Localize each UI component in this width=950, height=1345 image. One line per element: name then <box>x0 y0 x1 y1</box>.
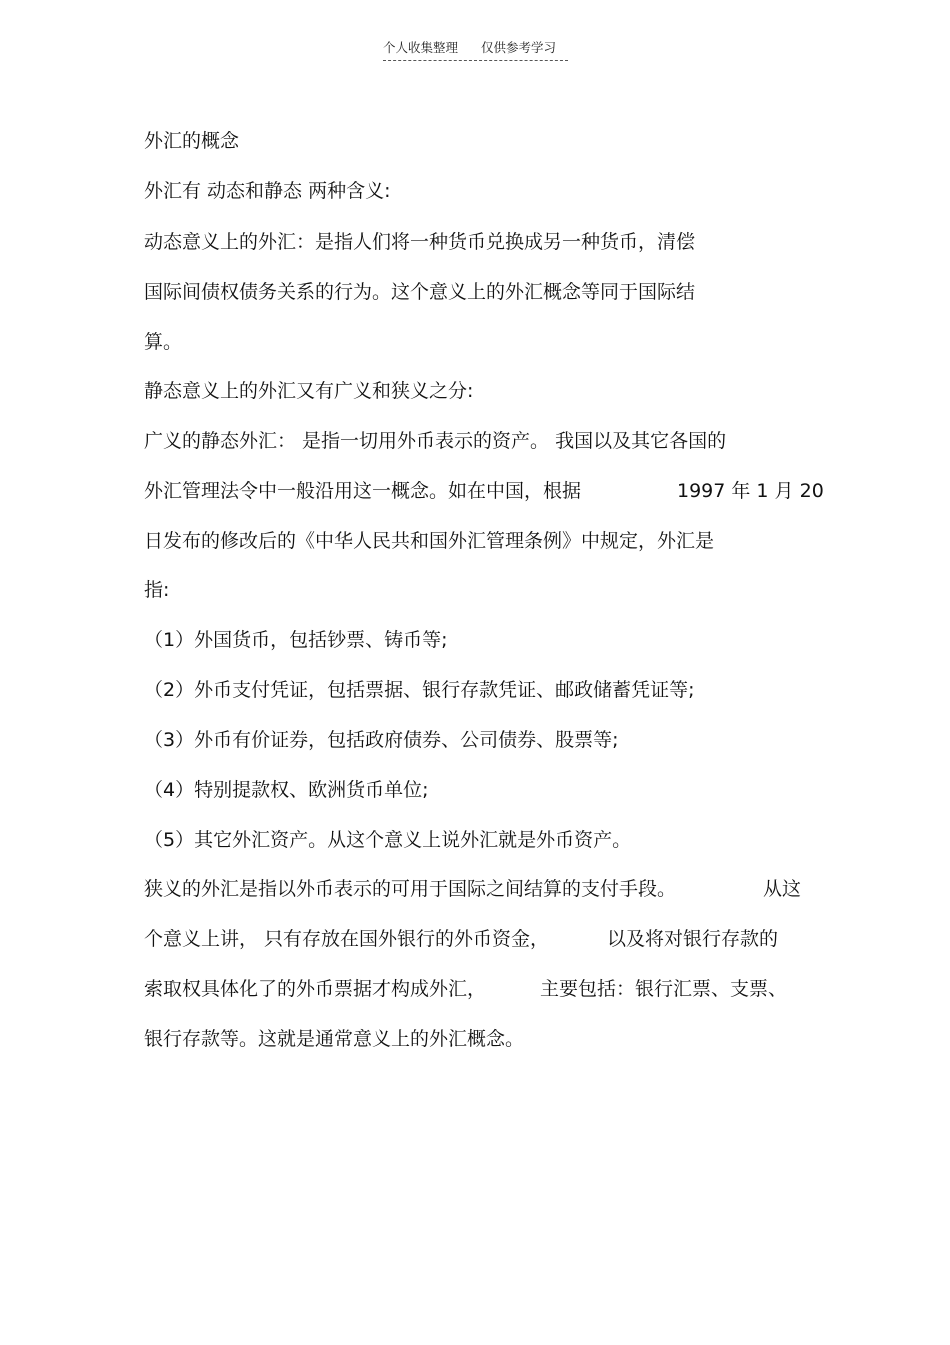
line-text: 外汇管理法令中一般沿用这一概念。如在中国，根据 <box>144 480 582 502</box>
heading-line <box>144 129 239 153</box>
paragraph-line <box>144 877 814 901</box>
paragraph-line <box>144 179 390 203</box>
line-text: 以及将对银行存款的 <box>607 928 779 950</box>
paragraph-line <box>144 280 695 304</box>
paragraph-line <box>144 330 182 354</box>
paragraph-line <box>144 529 714 553</box>
paragraph-line <box>144 578 169 602</box>
paragraph-line <box>144 230 695 254</box>
line-text: 指: <box>144 579 170 601</box>
list-item <box>144 628 448 652</box>
list-item-text: （5）其它外汇资产。从这个意义上说外汇就是外币资产。 <box>144 829 632 851</box>
line-text: 国际间债权债务关系的行为。这个意义上的外汇概念等同于国际结 <box>144 281 696 303</box>
line-text: 狭义的外汇是指以外币表示的可用于国际之间结算的支付手段。 <box>144 878 677 900</box>
paragraph-line <box>144 977 814 1001</box>
line-text: 索取权具体化了的外币票据才构成外汇， <box>144 978 487 1000</box>
line-text: 从这 <box>763 878 802 900</box>
line-text: 算。 <box>144 331 183 353</box>
paragraph-line <box>144 429 726 453</box>
page-header <box>383 40 568 61</box>
header-right-text: 仅供参考学习 <box>481 40 557 55</box>
list-item <box>144 728 619 752</box>
paragraph-line <box>144 379 473 403</box>
paragraph-line <box>144 1027 524 1051</box>
heading-text: 外汇的概念 <box>144 130 240 152</box>
paragraph-line <box>144 479 824 503</box>
list-item-text: （2）外币支付凭证，包括票据、银行存款凭证、邮政储蓄凭证等; <box>144 679 695 701</box>
list-item-text: （4）特别提款权、欧洲货币单位; <box>144 779 429 801</box>
paragraph-line <box>144 927 814 951</box>
line-text: 日发布的修改后的《中华人民共和国外汇管理条例》中规定，外汇是 <box>144 530 715 552</box>
line-text: 银行存款等。这就是通常意义上的外汇概念。 <box>144 1028 525 1050</box>
list-item <box>144 778 429 802</box>
list-item-text: （3）外币有价证券，包括政府债券、公司债券、股票等; <box>144 729 619 751</box>
list-item <box>144 828 631 852</box>
line-text: 主要包括：银行汇票、支票、 <box>540 978 788 1000</box>
line-text: 广义的静态外汇： 是指一切用外币表示的资产。 我国以及其它各国的 <box>144 430 727 452</box>
line-text: 外汇有 动态和静态 两种含义: <box>144 180 391 202</box>
header-left-text: 个人收集整理 <box>383 40 459 55</box>
line-text: 静态意义上的外汇又有广义和狭义之分: <box>144 380 474 402</box>
line-text: 1997 年 1 月 20 <box>677 480 824 502</box>
line-text: 个意义上讲， 只有存放在国外银行的外币资金， <box>144 928 550 950</box>
list-item-text: （1）外国货币，包括钞票、铸币等; <box>144 629 448 651</box>
list-item <box>144 678 695 702</box>
line-text: 动态意义上的外汇：是指人们将一种货币兑换成另一种货币，清偿 <box>144 231 696 253</box>
